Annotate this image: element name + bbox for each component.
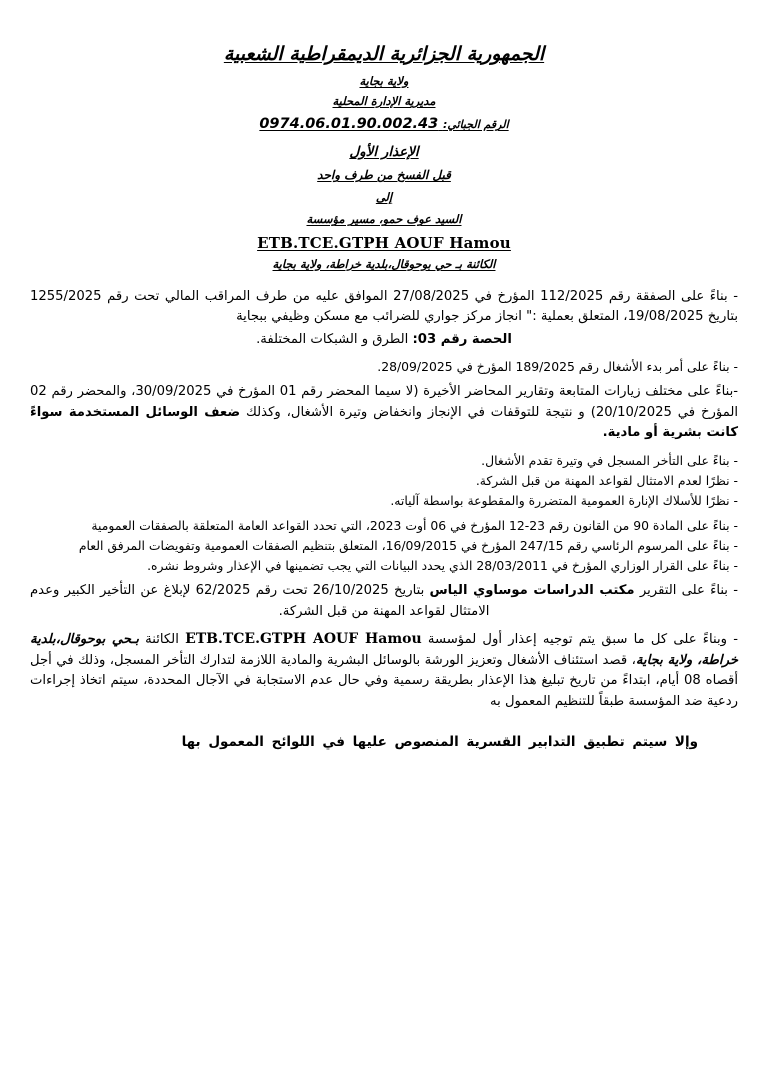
lot-label: الحصة رقم 03: [412, 331, 512, 347]
conclusion-text-part2: الكائنة [138, 632, 186, 648]
paragraph-lot [30, 330, 738, 350]
document-header [30, 42, 738, 273]
legal-reference-presidential-decree: - بناءً على المرسوم الرئاسي رقم 247/15 المؤرخ في 16/09/2015، المتعلق بتنظيم الصفقات العمومية وتفويضات المرفق العام [78, 538, 738, 554]
legal-reference-law: - بناءً على المادة 90 من القانون رقم 23-12 المؤرخ في 06 أوت 2023، التي تحدد القواعد العامة المتعلقة بالصفقات العمومية [91, 517, 738, 533]
addressee-title: السيد عوف حمو، مسير مؤسسة [306, 212, 462, 227]
bullet-delay: - بناءً على التأخر المسجل في وتيرة تقدم الأشغال. [481, 452, 738, 468]
conclusion-text-part1: - وبناءً على كل ما سبق يتم توجيه إعذار أول لمؤسسة [421, 632, 739, 648]
conclusion-text-part3: ، قصد استئناف الأشغال وتعزيز الورشة بالوسائل البشرية والمادية اللازمة لتدارك التأخر المسجل، وذلك في أجل أقصاه 08 أيام، ابتداءً من تاريخ تبليغ هذا الإعذار بطريقة رسمية وفي حال عدم الاستجابة في الآجال المحددة، سيتم اتخاذ إجراءات ردعية ضد المؤسسة طبقاً للتنظيم المعمول به [30, 652, 738, 709]
paragraph-work-order: - بناءً على أمر بدء الأشغال رقم 189/2025 المؤرخ في 28/09/2025. [377, 359, 738, 375]
bullet-damaged-lighting-cables: - نظرًا للأسلاك الإنارة العمومية المتضررة والمقطوعة بواسطة آلياته. [390, 492, 738, 508]
paragraph-contract [30, 287, 738, 328]
document-body [30, 287, 738, 754]
paragraph-reports-text: -بناءً على مختلف زيارات المتابعة وتقارير المحاضر الأخيرة (لا سيما المحضر رقم 01 المؤرخ في 30/09/2025، والمحضر رقم 02 المؤرخ في 20/10/2025) و نتيجة للتوقفات في الإنجاز وانخفاض وتيرة الأشغال، وكذلك [30, 384, 739, 420]
lot-value: الطرق و الشبكات المختلفة. [256, 331, 409, 347]
paragraph-contract-text: - بناءً على الصفقة رقم 112/2025 المؤرخ في 27/08/2025 الموافق عليه من طرف المراقب المالي تحت رقم 1255/2025 بتاريخ 19/08/2025، المتعلق بعملية :" انجاز مركز جواري للضرائب مع مسكن وظيفي ببجاية [30, 288, 738, 325]
notice-title: الإعذار الأول [349, 143, 419, 160]
fiscal-number-value: 0974.06.01.90.002.43 [259, 116, 439, 133]
directorate-heading: مديرية الإدارة المحلية [332, 93, 436, 108]
fiscal-number-row [30, 114, 738, 136]
wilaya-heading: ولاية بجاية [359, 73, 409, 88]
conclusion-company-latin: ETB.TCE.GTPH AOUF Hamou [185, 631, 422, 648]
legal-reference-ministerial-decision: - بناءً على القرار الوزاري المؤرخ في 28/03/2011 الذي يحدد البيانات التي يجب تضمينها في الإعذار وشروط نشره. [147, 558, 738, 574]
conclusion-company-address: بـحي بوحوقال،بلدية خراطة، ولاية بجاية [30, 632, 738, 668]
final-warning-statement: وإلا سيتم تطبيق التدابير القسرية المنصوص عليها في اللوائح المعمول بها [181, 734, 698, 751]
company-name-latin-text: ETB.TCE.GTPH AOUF Hamou [257, 233, 511, 252]
bullet-noncompliance: - نظرًا لعدم الامتثال لقواعد المهنة من قبل الشركة. [475, 472, 738, 488]
company-name-latin [30, 233, 738, 254]
study-office-text-before: - بناءً على التقرير [634, 583, 738, 599]
addressee-to-word: إلى [375, 190, 393, 205]
fiscal-number-label: الرقم الجبائي: [442, 118, 509, 132]
paragraph-study-office [30, 581, 738, 622]
paragraph-conclusion [30, 629, 738, 712]
addressee-address: الكائنة بـ حي بوحوقال،بلدية خراطة، ولاية بجاية [272, 256, 496, 271]
paragraph-reports-emphasis: ضعف الوسائل المستخدمة سواءً كانت بشرية أو مادية. [30, 404, 738, 441]
paragraph-reports [30, 382, 738, 443]
notice-subtitle: قبل الفسخ من طرف واحد [317, 168, 451, 183]
study-office-name: مكتب الدراسات موساوي الياس [429, 583, 635, 599]
study-office-text-after: بتاريخ 26/10/2025 تحت رقم 62/2025 لإبلاغ عن التأخير الكبير وعدم الامتثال لقواعد المهنة من قبل الشركة. [30, 583, 490, 619]
republic-heading: الجمهورية الجزائرية الديمقراطية الشعبية [223, 43, 545, 65]
